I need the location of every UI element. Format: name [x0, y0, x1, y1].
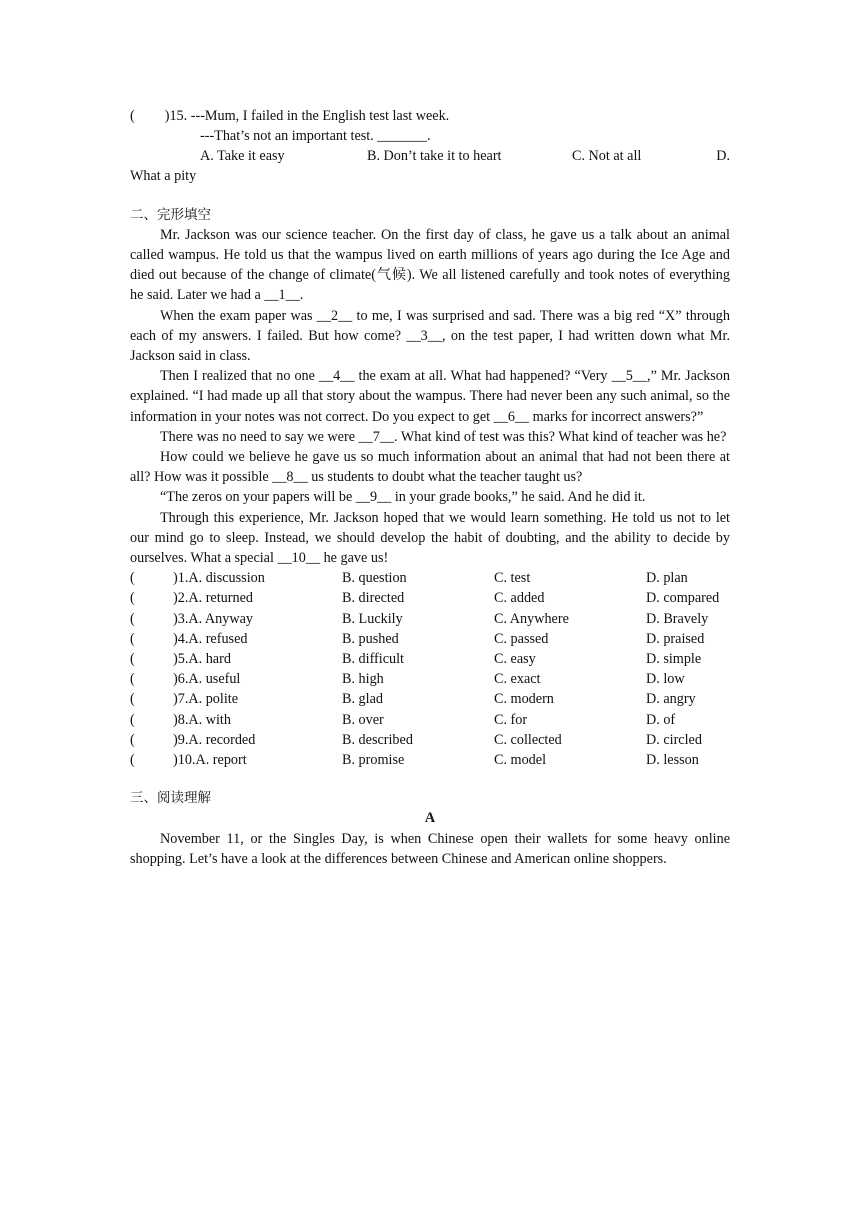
- cloze-paragraph: Then I realized that no one __4__ the exam at all. What had happened? “Very __5__,” Mr. Jackson explained. “I had made up all that story about the wampus. There had never been any such animal, so the information in your notes was not correct. Do you expect to get __6__ marks for incorrect answers?”: [130, 368, 730, 425]
- cloze-questions: [130, 568, 730, 770]
- option-b: B. difficult: [342, 651, 405, 668]
- answer-bracket: (: [130, 590, 135, 607]
- document-content: [130, 106, 730, 869]
- cloze-question-row: [130, 629, 730, 649]
- option-d: D. lesson: [646, 751, 699, 768]
- option-d: D. Bravely: [646, 610, 709, 627]
- question-15-reply: ---That’s not an important test. _______.: [200, 128, 431, 145]
- cloze-paragraph: When the exam paper was __2__ to me, I was surprised and sad. There was a big red “X” through each of my answers. I failed. But how come? __3__, on the test paper, I had written down what Mr. Jackson said in class.: [130, 307, 730, 365]
- option-c: C. Not at all: [572, 148, 642, 165]
- option-d: D. simple: [646, 651, 702, 668]
- option-d: D. praised: [646, 630, 705, 647]
- answer-bracket: (: [130, 691, 135, 708]
- cloze-question-row: [130, 669, 730, 689]
- option-a: )7.A. polite: [173, 691, 239, 708]
- reading-paragraph: November 11, or the Singles Day, is when Chinese open their wallets for some heavy online shopping. Let’s have a look at the differences between Chinese and American online shoppers.: [130, 830, 730, 867]
- question-15-options: [130, 146, 730, 166]
- option-a: )6.A. useful: [173, 671, 241, 688]
- cloze-question-row: [130, 710, 730, 730]
- cloze-question-row: [130, 609, 730, 629]
- option-d: D. angry: [646, 691, 696, 708]
- option-a: )2.A. returned: [173, 590, 253, 607]
- cloze-question-row: [130, 689, 730, 709]
- option-c: C. easy: [494, 651, 536, 668]
- question-15: [130, 106, 730, 187]
- option-b: B. Don’t take it to heart: [367, 148, 502, 165]
- option-b: B. promise: [342, 751, 405, 768]
- cloze-paragraph: How could we believe he gave us so much information about an animal that had not been there at all? How was it possible __8__ us students to doubt what the teacher taught us?: [130, 449, 730, 486]
- answer-bracket: (: [130, 651, 135, 668]
- option-a: )4.A. refused: [173, 630, 248, 647]
- cloze-paragraph: “The zeros on your papers will be __9__ in your grade books,” he said. And he did it.: [160, 489, 646, 506]
- option-b: B. question: [342, 570, 407, 587]
- option-d: D. of: [646, 711, 676, 728]
- answer-bracket: (: [130, 751, 135, 768]
- option-c: C. modern: [494, 691, 554, 708]
- option-c: C. Anywhere: [494, 610, 569, 627]
- option-a: )8.A. with: [173, 711, 231, 728]
- answer-bracket: (: [130, 711, 135, 728]
- cloze-question-row: [130, 750, 730, 770]
- passage-label: A: [424, 810, 436, 827]
- section-2-title: 二、完形填空: [130, 206, 211, 223]
- option-b: B. over: [342, 711, 384, 728]
- spacer: [130, 187, 730, 205]
- option-a: )5.A. hard: [173, 651, 231, 668]
- question-15-stem: )15. ---Mum, I failed in the English test last week.: [164, 108, 450, 124]
- option-d: D. plan: [646, 570, 688, 587]
- cloze-question-row: [130, 588, 730, 608]
- option-c: C. exact: [494, 671, 541, 688]
- answer-bracket: (: [130, 731, 135, 748]
- option-c: C. added: [494, 590, 545, 607]
- option-b: B. directed: [342, 590, 405, 607]
- cloze-paragraph: There was no need to say we were __7__. What kind of test was this? What kind of teacher was he?: [160, 428, 727, 445]
- question-15-stem-line: [130, 106, 730, 126]
- option-a: )9.A. recorded: [173, 731, 256, 748]
- option-b: B. pushed: [342, 630, 399, 647]
- option-c: C. model: [494, 751, 547, 768]
- section-3-title: 三、阅读理解: [130, 790, 211, 807]
- cloze-paragraph: Mr. Jackson was our science teacher. On the first day of class, he gave us a talk about an animal called wampus. He told us that the wampus lived on earth millions of years ago during the Ice Age and died out because of the change of climate(气候). We all listened carefully and took notes of everything he said. Later we had a __1__.: [130, 226, 730, 304]
- option-b: B. described: [342, 731, 413, 748]
- cloze-paragraph: Through this experience, Mr. Jackson hoped that we would learn something. He told us not to let our mind go to sleep. Instead, we should develop the habit of doubting, and the ability to decide by ourselves. What a special __10__ he gave us!: [130, 509, 730, 567]
- option-b: B. high: [342, 671, 384, 688]
- option-c: C. passed: [494, 630, 549, 647]
- option-d: D. compared: [646, 590, 720, 607]
- option-b: B. Luckily: [342, 610, 403, 627]
- cloze-question-row: [130, 568, 730, 588]
- option-c: C. collected: [494, 731, 562, 748]
- answer-bracket: (: [130, 570, 135, 587]
- cloze-question-row: [130, 730, 730, 750]
- spacer: [130, 770, 730, 788]
- option-a: A. Take it easy: [200, 148, 285, 165]
- option-d: D. low: [646, 671, 685, 688]
- answer-bracket: (: [130, 671, 135, 688]
- cloze-question-row: [130, 649, 730, 669]
- option-a: )1.A. discussion: [173, 570, 265, 587]
- option-a: )10.A. report: [173, 751, 247, 768]
- option-a: )3.A. Anyway: [173, 610, 253, 627]
- answer-bracket: (: [130, 630, 135, 647]
- option-c: C. test: [494, 570, 531, 587]
- option-b: B. glad: [342, 691, 383, 708]
- option-d: D.: [716, 148, 730, 165]
- option-c: C. for: [494, 711, 528, 728]
- answer-bracket: (: [130, 108, 135, 124]
- option-d: D. circled: [646, 731, 702, 748]
- answer-bracket: (: [130, 610, 135, 627]
- option-d-wrap: What a pity: [130, 168, 197, 185]
